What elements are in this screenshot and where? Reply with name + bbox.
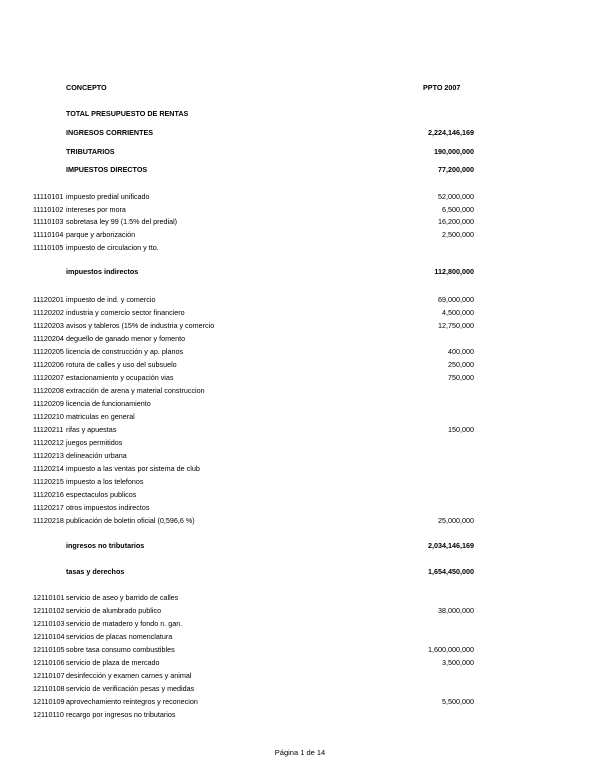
table-row (0, 372, 600, 384)
row-desc: avisos y tableros (15% de industria y comercio (66, 321, 215, 330)
tributarios-value: 190,000,000 (434, 147, 474, 156)
table-row (0, 333, 600, 345)
ingresos-no-tributarios-label: ingresos no tributarios (66, 541, 145, 550)
row-code: 12110101 (33, 593, 65, 602)
table-row (0, 191, 600, 203)
table-row (0, 605, 600, 617)
tasas-y-derechos-label: tasas y derechos (66, 567, 125, 576)
tributarios-row (0, 146, 600, 158)
impuestos-directos-row (0, 164, 600, 176)
row-code: 11110103 (33, 217, 64, 226)
row-code: 11120205 (33, 347, 64, 356)
total-row (0, 108, 600, 120)
table-row (0, 398, 600, 410)
row-code: 11120206 (33, 360, 64, 369)
table-row (0, 307, 600, 319)
concepto-header: CONCEPTO (66, 83, 107, 92)
table-row (0, 411, 600, 423)
row-desc: impuesto a los telefonos (66, 477, 144, 486)
row-value: 69,000,000 (438, 295, 474, 304)
row-value: 750,000 (448, 373, 474, 382)
impuestos-directos-label: IMPUESTOS DIRECTOS (66, 165, 148, 174)
row-desc: otros impuestos indirectos (66, 503, 150, 512)
row-code: 11120212 (33, 438, 64, 447)
row-desc: delineación urbana (66, 451, 127, 460)
row-code: 12110109 (33, 697, 65, 706)
table-row (0, 450, 600, 462)
tributarios-label: TRIBUTARIOS (66, 147, 115, 156)
row-desc: sobre tasa consumo combustibles (66, 645, 175, 654)
table-row (0, 515, 600, 527)
row-code: 11110102 (33, 205, 64, 214)
table-row (0, 229, 600, 241)
row-desc: rotura de calles y uso del subsuelo (66, 360, 177, 369)
ingresos-corrientes-value: 2,224,146,169 (428, 128, 474, 137)
table-row (0, 592, 600, 604)
row-desc: rifas y apuestas (66, 425, 117, 434)
row-desc: servicios de placas nomenclatura (66, 632, 173, 641)
table-row (0, 476, 600, 488)
row-code: 11120217 (33, 503, 64, 512)
table-row (0, 437, 600, 449)
row-value: 5,500,000 (442, 697, 474, 706)
row-desc: servicio de verificación pesas y medidas (66, 684, 195, 693)
row-desc: parque y arborización (66, 230, 136, 239)
row-desc: licencia de construcción y ap. planos (66, 347, 184, 356)
impuestos-indirectos-row (0, 266, 600, 278)
row-code: 12110102 (33, 606, 65, 615)
row-code: 11120204 (33, 334, 64, 343)
page-footer: Página 1 de 14 (274, 748, 326, 757)
ingresos-no-tributarios-value: 2,034,146,169 (428, 541, 474, 550)
table-row (0, 657, 600, 669)
row-code: 11120203 (33, 321, 64, 330)
table-row (0, 204, 600, 216)
tasas-y-derechos-value: 1,654,450,000 (428, 567, 474, 576)
impuestos-indirectos-label: impuestos indirectos (66, 267, 139, 276)
table-row (0, 618, 600, 630)
row-code: 12110103 (33, 619, 65, 628)
row-desc: estacionamiento y ocupación vias (66, 373, 174, 382)
row-code: 11120213 (33, 451, 64, 460)
table-row (0, 242, 600, 254)
row-code: 11110104 (33, 230, 64, 239)
impuestos-indirectos-value: 112,800,000 (434, 267, 474, 276)
row-desc: juegos permitidos (66, 438, 123, 447)
row-code: 12110106 (33, 658, 65, 667)
table-row (0, 294, 600, 306)
row-code: 11120211 (33, 425, 64, 434)
row-value: 3,500,000 (442, 658, 474, 667)
row-desc: desinfección y examen carnes y animal (66, 671, 192, 680)
row-desc: licencia de funcionamiento (66, 399, 151, 408)
row-code: 11110101 (33, 192, 64, 201)
row-desc: impuesto predial unificado (66, 192, 150, 201)
table-row (0, 489, 600, 501)
ppto-header: PPTO 2007 (423, 83, 461, 92)
row-value: 25,000,000 (438, 516, 474, 525)
table-row (0, 644, 600, 656)
row-desc: impuesto de ind. y comercio (66, 295, 156, 304)
row-value: 16,200,000 (438, 217, 474, 226)
row-code: 12110107 (33, 671, 65, 680)
row-code: 12110108 (33, 684, 65, 693)
row-code: 11120201 (33, 295, 64, 304)
row-value: 4,500,000 (442, 308, 474, 317)
table-row (0, 502, 600, 514)
table-row (0, 631, 600, 643)
row-desc: servicio de matadero y fondo n. gan. (66, 619, 183, 628)
row-desc: espectaculos publicos (66, 490, 137, 499)
table-row (0, 696, 600, 708)
row-value: 6,500,000 (442, 205, 474, 214)
row-desc: intereses por mora (66, 205, 126, 214)
row-desc: recargo por ingresos no tributarios (66, 710, 176, 719)
row-code: 11120210 (33, 412, 64, 421)
table-row (0, 683, 600, 695)
row-desc: servicio de alumbrado publico (66, 606, 162, 615)
row-desc: matriculas en general (66, 412, 135, 421)
row-value: 52,000,000 (438, 192, 474, 201)
ingresos-corrientes-row (0, 127, 600, 139)
row-code: 11120218 (33, 516, 64, 525)
ingresos-corrientes-label: INGRESOS CORRIENTES (66, 128, 154, 137)
row-code: 11120214 (33, 464, 64, 473)
row-desc: publicación de boletin oficial (0,596,6 %) (66, 516, 195, 525)
table-row (0, 320, 600, 332)
tasas-y-derechos-row (0, 566, 600, 578)
row-desc: impuesto de circulacion y tto. (66, 243, 159, 252)
total-label: TOTAL PRESUPUESTO DE RENTAS (66, 109, 189, 118)
table-row (0, 346, 600, 358)
row-desc: impuesto a las ventas por sistema de club (66, 464, 200, 473)
row-value: 12,750,000 (438, 321, 474, 330)
ingresos-no-tributarios-row (0, 540, 600, 552)
row-code: 12110110 (33, 710, 64, 719)
table-row (0, 385, 600, 397)
row-desc: extracción de arena y material construccion (66, 386, 205, 395)
row-value: 1,600,000,000 (428, 645, 474, 654)
row-code: 11120209 (33, 399, 64, 408)
row-value: 400,000 (448, 347, 474, 356)
row-code: 11120202 (33, 308, 64, 317)
row-code: 11120208 (33, 386, 64, 395)
header-row (0, 82, 600, 94)
table-row (0, 709, 600, 721)
row-desc: deguello de ganado menor y fomento (66, 334, 186, 343)
table-row (0, 216, 600, 228)
row-desc: sobretasa ley 99 (1.5% del predial) (66, 217, 178, 226)
impuestos-directos-value: 77,200,000 (438, 165, 474, 174)
row-code: 12110104 (33, 632, 65, 641)
table-row (0, 463, 600, 475)
row-value: 150,000 (448, 425, 474, 434)
row-code: 11120215 (33, 477, 64, 486)
row-code: 11110105 (33, 243, 64, 252)
row-value: 250,000 (448, 360, 474, 369)
row-value: 38,000,000 (438, 606, 474, 615)
row-code: 11120207 (33, 373, 64, 382)
table-row (0, 424, 600, 436)
table-row (0, 359, 600, 371)
table-row (0, 670, 600, 682)
row-desc: industria y comercio sector financiero (66, 308, 185, 317)
row-code: 11120216 (33, 490, 64, 499)
row-code: 12110105 (33, 645, 65, 654)
row-desc: servicio de plaza de mercado (66, 658, 160, 667)
row-desc: servicio de aseo y barrido de calles (66, 593, 179, 602)
row-value: 2,500,000 (442, 230, 474, 239)
row-desc: aprovechamiento reintegros y reconecion (66, 697, 198, 706)
